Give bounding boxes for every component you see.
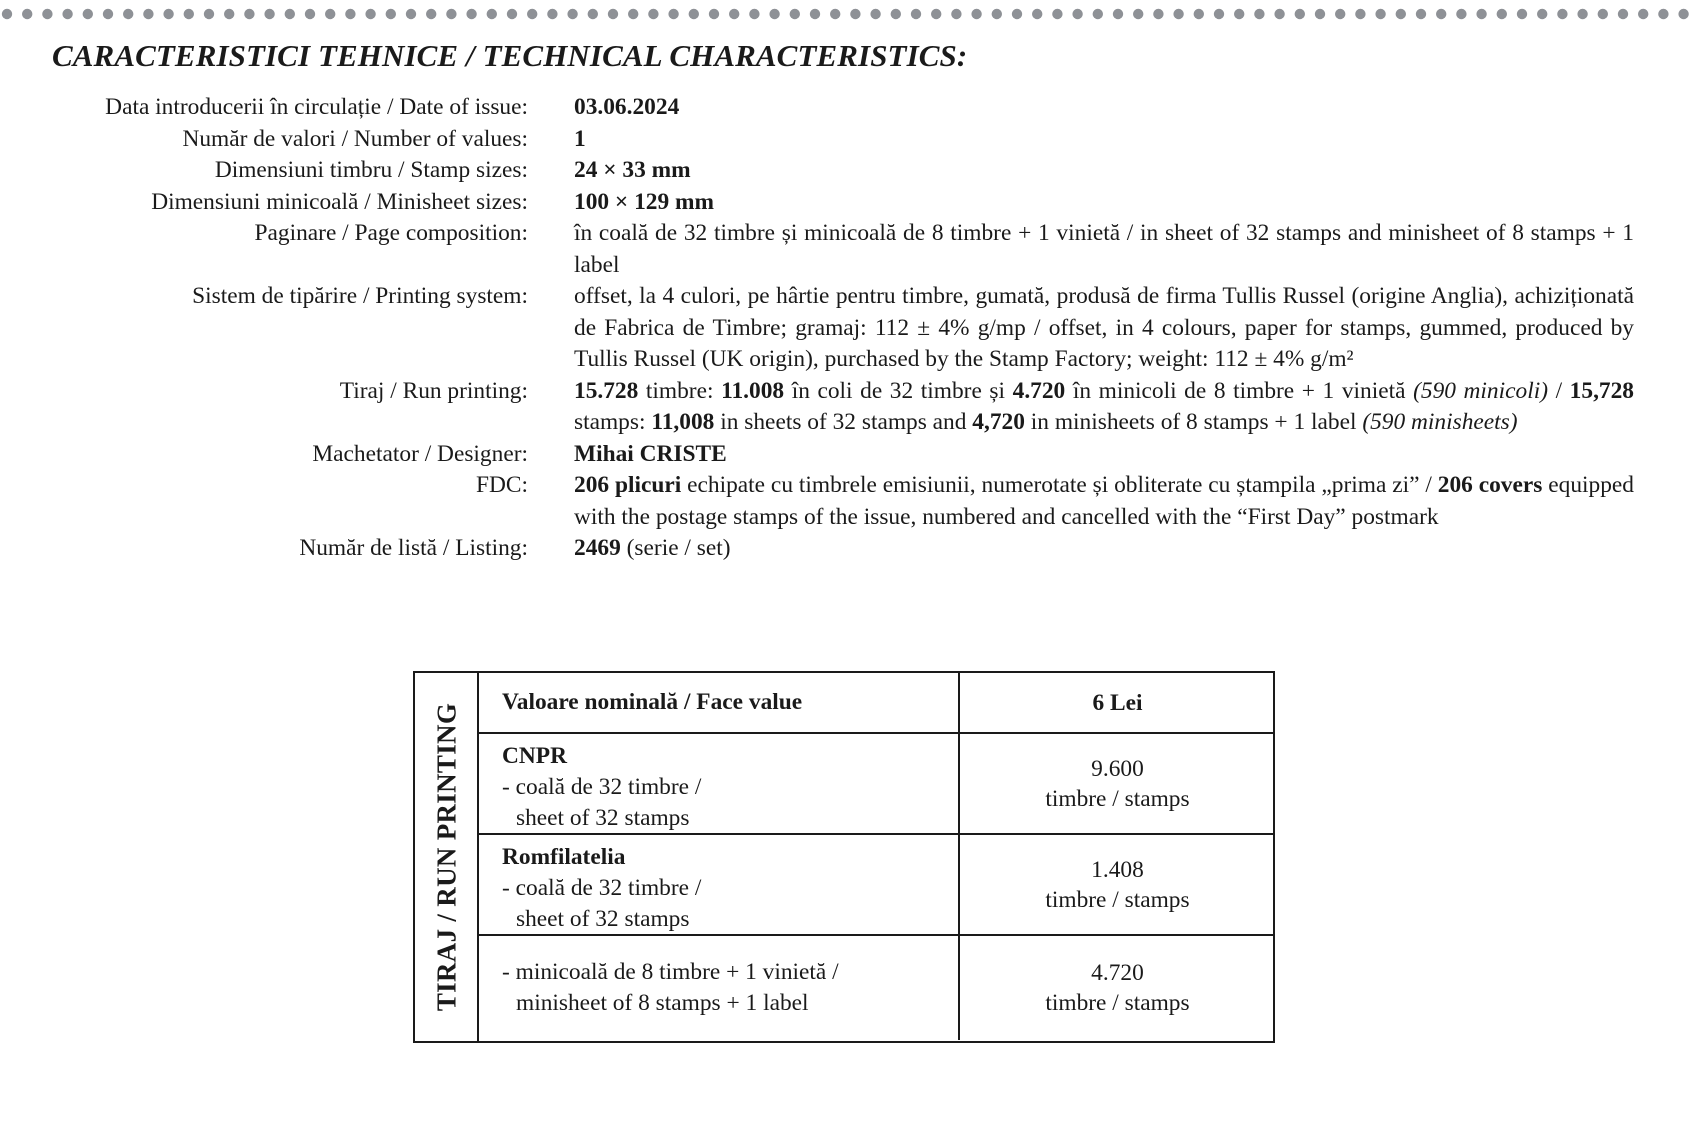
border-dot [507, 9, 517, 19]
listing-number: 2469 [574, 535, 621, 561]
face-value-label: Valoare nominală / Face value [502, 689, 803, 715]
spec-value [574, 439, 1634, 471]
border-dot [567, 9, 577, 19]
face-value-cell [960, 673, 1275, 732]
quantity-unit: timbre / stamps [1045, 785, 1190, 812]
fdc-count-ro: 206 plicuri [574, 472, 682, 498]
spec-label: Paginare / Page composition: [254, 220, 528, 246]
run-text: in minisheets of 8 stamps + 1 label [1024, 409, 1363, 435]
border-dot [1476, 9, 1486, 19]
spec-label: Număr de listă / Listing: [299, 535, 528, 561]
row-line2: sheet of 32 stamps [516, 906, 690, 932]
run-text: în minicoli de 8 timbre + 1 vinietă [1065, 377, 1414, 404]
fdc-count-en: 206 covers [1437, 472, 1543, 498]
border-dot [1234, 9, 1244, 19]
border-dot [971, 9, 981, 19]
border-dot [1678, 9, 1688, 19]
border-dot [1375, 9, 1385, 19]
spec-label: Număr de valori / Number of values: [182, 125, 528, 152]
spec-row-printing-system [0, 281, 1696, 376]
quantity-value: 9.600 [1091, 755, 1144, 782]
run-total-ro: 15.728 [574, 377, 639, 404]
spec-row-listing [0, 533, 1696, 565]
run-text: timbre: [638, 377, 722, 404]
table-row [479, 936, 1275, 1040]
run-sheets-en: 11,008 [651, 409, 715, 435]
spec-row-designer [0, 439, 1696, 471]
border-dot [870, 9, 880, 19]
border-dot [22, 9, 32, 19]
border-dot [1133, 9, 1143, 19]
spec-value [574, 470, 1634, 533]
border-dot [850, 9, 860, 19]
row-quantity [960, 734, 1275, 833]
border-dot [1355, 9, 1365, 19]
border-dot [204, 9, 214, 19]
spec-value [574, 155, 1634, 187]
border-dot [648, 9, 658, 19]
spec-label: Tiraj / Run printing: [339, 377, 528, 404]
run-sheets-ro: 11.008 [721, 377, 785, 404]
page-title: CARACTERISTICI TEHNICE / TECHNICAL CHARACTERISTICS: [52, 38, 968, 73]
row-line1: - minicoală de 8 timbre + 1 vinietă / [502, 959, 839, 985]
quantity-unit: timbre / stamps [1045, 990, 1190, 1016]
row-line1: - coală de 32 timbre / [502, 774, 702, 800]
table-row [479, 734, 1275, 835]
border-dot [1436, 9, 1446, 19]
border-dot [103, 9, 113, 19]
border-dot [406, 9, 416, 19]
minisheet-size-value: 100 × 129 mm [574, 188, 715, 215]
run-mini-en: 4,720 [972, 409, 1025, 435]
spec-label: Dimensiuni minicoală / Minisheet sizes: [151, 188, 528, 215]
border-dot [1194, 9, 1204, 19]
border-dot [749, 9, 759, 19]
border-dot [264, 9, 274, 19]
border-dot [83, 9, 93, 19]
border-dot [1658, 9, 1668, 19]
spec-row-page-composition [0, 218, 1696, 281]
row-title: CNPR [502, 743, 567, 769]
spec-label: Sistem de tipărire / Printing system: [192, 283, 528, 309]
run-text: in sheets of 32 stamps and [714, 409, 973, 435]
spec-row-run-printing [0, 376, 1696, 439]
border-dot [62, 9, 72, 19]
border-dot [608, 9, 618, 19]
border-dot [1618, 9, 1628, 19]
row-description [479, 936, 960, 1040]
border-dot [1416, 9, 1426, 19]
quantity-unit: timbre / stamps [1045, 886, 1190, 913]
spec-value [574, 124, 1634, 156]
border-dot [810, 9, 820, 19]
run-text: / [1548, 377, 1570, 404]
spec-label: Machetator / Designer: [312, 440, 528, 467]
quantity-value: 4.720 [1091, 960, 1144, 986]
face-value: 6 Lei [1092, 689, 1143, 716]
row-line2: minisheet of 8 stamps + 1 label [516, 990, 809, 1016]
border-dot [163, 9, 173, 19]
border-dot [911, 9, 921, 19]
border-dot [325, 9, 335, 19]
border-dot [668, 9, 678, 19]
run-text: în coli de 32 timbre și [784, 377, 1013, 404]
spec-value [574, 533, 1634, 565]
border-dot [1497, 9, 1507, 19]
border-dot [1315, 9, 1325, 19]
border-dot [1153, 9, 1163, 19]
fdc-text: echipate cu timbrele emisiunii, numerotate și obliterate cu ștampila „prima zi” / [681, 472, 1438, 498]
border-dot [42, 9, 52, 19]
side-label: TIRAJ / RUN PRINTING [431, 702, 462, 1012]
dotted-border [0, 8, 1696, 20]
border-dot [891, 9, 901, 19]
border-dot [184, 9, 194, 19]
border-dot [1093, 9, 1103, 19]
border-dot [709, 9, 719, 19]
border-dot [345, 9, 355, 19]
border-dot [1254, 9, 1264, 19]
border-dot [1577, 9, 1587, 19]
border-dot [123, 9, 133, 19]
border-dot [1638, 9, 1648, 19]
border-dot [2, 9, 12, 19]
spec-label: FDC: [475, 472, 528, 498]
listing-note: (serie / set) [620, 535, 731, 561]
run-total-en: 15,728 [1569, 377, 1634, 404]
border-dot [446, 9, 456, 19]
border-dot [1295, 9, 1305, 19]
border-dot [588, 9, 598, 19]
fdc-text: equipped with the postage stamps of the issue, numbered and cancelled with the “First Day” postmark [574, 472, 1634, 530]
border-dot [1335, 9, 1345, 19]
run-note-en: (590 minisheets) [1362, 409, 1518, 435]
border-dot [790, 9, 800, 19]
run-printing-table [413, 671, 1275, 1043]
table-header-row [479, 673, 1275, 734]
row-description [479, 835, 960, 934]
run-note-ro: (590 minicoli) [1413, 377, 1548, 404]
run-mini-ro: 4.720 [1012, 377, 1066, 404]
border-dot [689, 9, 699, 19]
border-dot [1072, 9, 1082, 19]
border-dot [729, 9, 739, 19]
border-dot [466, 9, 476, 19]
stamp-size-value: 24 × 33 mm [574, 157, 691, 183]
row-quantity [960, 835, 1275, 934]
spec-value [574, 187, 1634, 219]
spec-value: în coală de 32 timbre și minicoală de 8 timbre + 1 vinietă / in sheet of 32 stamps and minisheet of 8 stamps + 1 label [574, 220, 1634, 278]
specifications-list [0, 92, 1696, 565]
spec-row-minisheet-size [0, 187, 1696, 219]
border-dot [547, 9, 557, 19]
spec-row-date [0, 92, 1696, 124]
spec-label: Data introducerii în circulație / Date of issue: [105, 94, 528, 120]
border-dot [1214, 9, 1224, 19]
border-dot [1396, 9, 1406, 19]
border-dot [931, 9, 941, 19]
row-title: Romfilatelia [502, 844, 626, 870]
border-dot [951, 9, 961, 19]
designer-name: Mihai CRISTE [574, 440, 727, 467]
border-dot [1274, 9, 1284, 19]
spec-value [574, 92, 1634, 124]
border-dot [1173, 9, 1183, 19]
row-quantity [960, 936, 1275, 1040]
table-row [479, 835, 1275, 936]
border-dot [487, 9, 497, 19]
border-dot [143, 9, 153, 19]
spec-label: Dimensiuni timbru / Stamp sizes: [214, 157, 528, 183]
border-dot [628, 9, 638, 19]
border-dot [1456, 9, 1466, 19]
border-dot [1113, 9, 1123, 19]
border-dot [426, 9, 436, 19]
border-dot [1557, 9, 1567, 19]
border-dot [769, 9, 779, 19]
spec-row-fdc [0, 470, 1696, 533]
spec-row-stamp-size [0, 155, 1696, 187]
spec-value [574, 376, 1634, 439]
border-dot [1598, 9, 1608, 19]
date-value: 03.06.2024 [574, 94, 680, 120]
border-dot [305, 9, 315, 19]
border-dot [285, 9, 295, 19]
border-dot [1012, 9, 1022, 19]
run-text: stamps: [574, 409, 652, 435]
border-dot [1517, 9, 1527, 19]
dotted-border-graphic [0, 8, 1696, 20]
values-count: 1 [574, 125, 586, 152]
spec-row-values [0, 124, 1696, 156]
row-line2: sheet of 32 stamps [516, 805, 690, 831]
border-dot [224, 9, 234, 19]
border-dot [386, 9, 396, 19]
quantity-value: 1.408 [1091, 856, 1144, 883]
spec-value: offset, la 4 culori, pe hârtie pentru timbre, gumată, produsă de firma Tullis Russel (origine Anglia), achiziționată de Fabrica de Timbre; gramaj: 112 ± 4% g/mp / offset, in 4 colours, paper for stamps, gummed, produced by Tullis Russel (UK origin), purchased by the Stamp Factory; weight: 112 ± 4% g/m² [574, 283, 1634, 372]
row-description [479, 734, 960, 833]
border-dot [992, 9, 1002, 19]
border-dot [244, 9, 254, 19]
border-dot [1052, 9, 1062, 19]
border-dot [1537, 9, 1547, 19]
border-dot [365, 9, 375, 19]
border-dot [527, 9, 537, 19]
border-dot [1032, 9, 1042, 19]
border-dot [830, 9, 840, 19]
table-side-header [415, 673, 479, 1041]
face-value-label-cell [479, 673, 960, 732]
row-line1: - coală de 32 timbre / [502, 875, 702, 901]
